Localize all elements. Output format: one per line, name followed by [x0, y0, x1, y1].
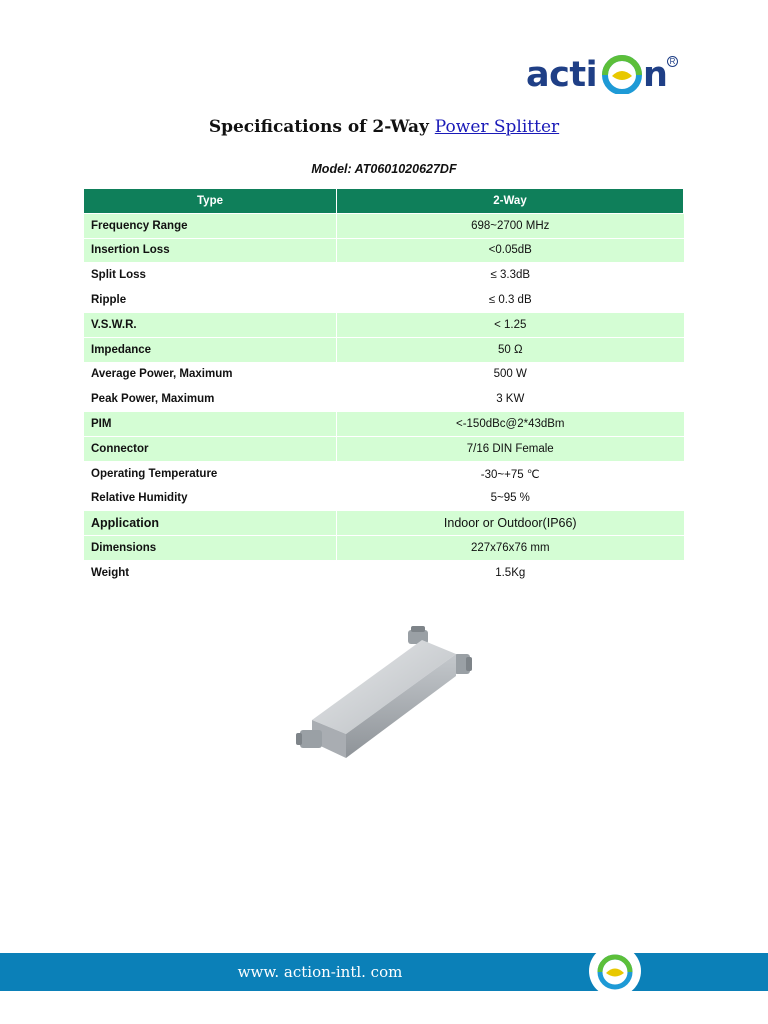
- title-prefix: Specifications of 2-Way: [208, 117, 435, 137]
- registered-mark: R: [667, 56, 678, 67]
- logo-text-left: acti: [526, 55, 598, 95]
- spec-value: < 1.25: [337, 312, 684, 337]
- spec-value: ≤ 3.3dB: [337, 263, 684, 288]
- table-row: [84, 337, 684, 362]
- company-logo: [526, 50, 676, 100]
- spec-key: Ripple: [84, 288, 337, 313]
- table-row: [84, 486, 684, 511]
- page-title: [0, 117, 768, 137]
- spec-value: 1.5Kg: [337, 560, 684, 585]
- table-row: [84, 288, 684, 313]
- spec-key: Dimensions: [84, 536, 337, 561]
- spec-key: Weight: [84, 560, 337, 585]
- spec-key: Operating Temperature: [84, 461, 337, 486]
- spec-value: ≤ 0.3 dB: [337, 288, 684, 313]
- spec-key: Frequency Range: [84, 213, 337, 238]
- spec-key: Insertion Loss: [84, 238, 337, 263]
- footer-bar: [0, 953, 768, 991]
- table-row: [84, 436, 684, 461]
- spec-key: PIM: [84, 412, 337, 437]
- spec-value: 3 KW: [337, 387, 684, 412]
- power-splitter-product-image: [296, 612, 476, 772]
- specifications-table: [84, 189, 684, 586]
- spec-value: Indoor or Outdoor(IP66): [337, 511, 684, 536]
- table-row: [84, 461, 684, 486]
- footer-website-link[interactable]: www. action-intl. com: [237, 963, 403, 981]
- table-row: [84, 511, 684, 536]
- power-splitter-link[interactable]: Power Splitter: [434, 117, 560, 137]
- table-header-row: [84, 189, 684, 213]
- spec-value: <0.05dB: [337, 238, 684, 263]
- spec-key: V.S.W.R.: [84, 312, 337, 337]
- spec-key: Impedance: [84, 337, 337, 362]
- spec-key: Split Loss: [84, 263, 337, 288]
- spec-value: <-150dBc@2*43dBm: [337, 412, 684, 437]
- model-number: Model: AT0601020627DF: [311, 162, 457, 176]
- spec-value: 50 Ω: [337, 337, 684, 362]
- table-row: [84, 560, 684, 585]
- spec-key: Average Power, Maximum: [84, 362, 337, 387]
- table-row: [84, 412, 684, 437]
- header-2-way: 2-Way: [337, 189, 684, 213]
- spec-value: 698~2700 MHz: [337, 213, 684, 238]
- footer-logo-icon: [588, 944, 642, 998]
- spec-value: 7/16 DIN Female: [337, 436, 684, 461]
- header-type: Type: [84, 189, 337, 213]
- spec-value: -30~+75 ℃: [337, 461, 684, 486]
- spec-value: 5~95 %: [337, 486, 684, 511]
- logo-text-right: n: [643, 55, 668, 95]
- logo-ring-icon: [602, 54, 642, 94]
- spec-key: Relative Humidity: [84, 486, 337, 511]
- spec-key: Application: [84, 511, 337, 536]
- table-row: [84, 536, 684, 561]
- table-row: [84, 312, 684, 337]
- spec-key: Peak Power, Maximum: [84, 387, 337, 412]
- spec-value: 500 W: [337, 362, 684, 387]
- spec-value: 227x76x76 mm: [337, 536, 684, 561]
- table-row: [84, 238, 684, 263]
- table-row: [84, 263, 684, 288]
- table-row: [84, 213, 684, 238]
- table-row: [84, 362, 684, 387]
- spec-key: Connector: [84, 436, 337, 461]
- table-row: [84, 387, 684, 412]
